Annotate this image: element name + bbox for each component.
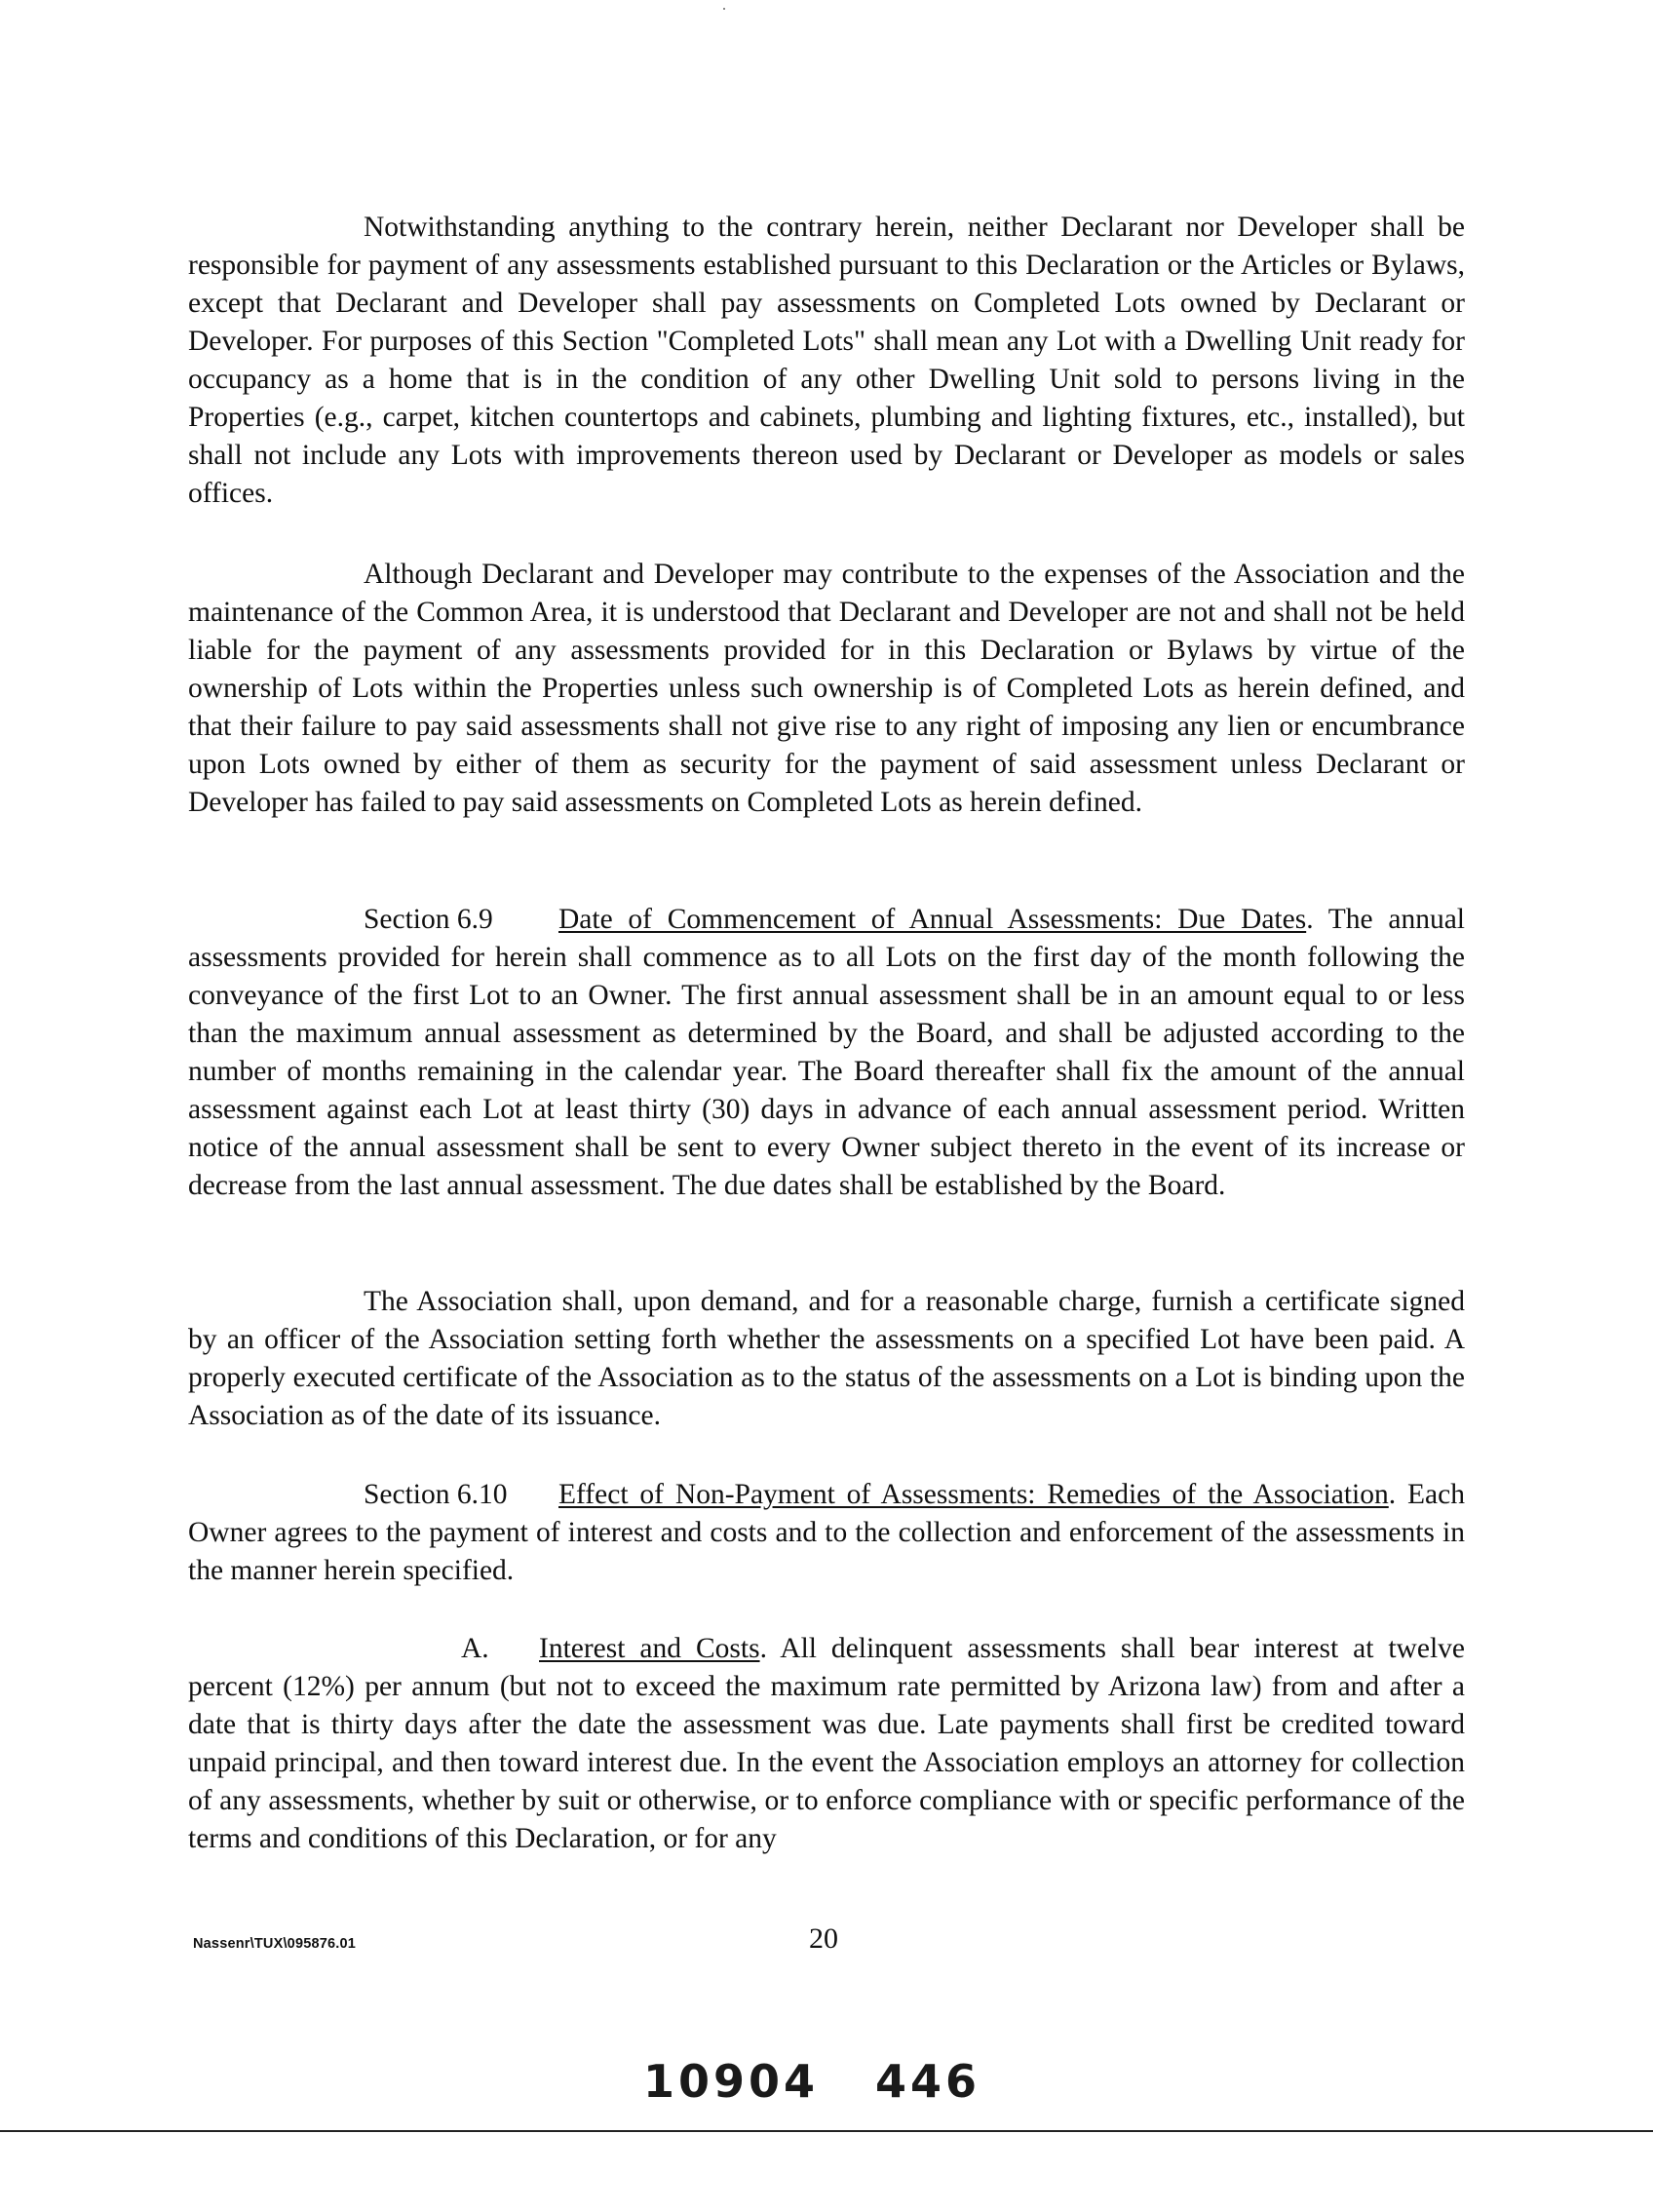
section-body: . The annual assessments provided for herein shall commence as to all Lots on the first day of the month following the conveyance of the first Lot to an Owner. The first annual assessment shall be in an amount equal to or less than the maximum annual assessment as determined by the Board, and shall be adjusted according to the number of months remaining in the calendar year. The Board thereafter shall fix the amount of the annual assessment against each Lot at least thirty (30) days in advance of each annual assessment period. Written notice of the annual assessment shall be sent to every Owner subject thereto in the event of its increase or decrease from the last annual assessment. The due dates shall be established by the Board. [188,904,1465,1201]
section-6-9 [188,901,1465,1205]
item-letter: A. [461,1633,489,1664]
paragraph-liability: Although Declarant and Developer may contribute to the expenses of the Association and the maintenance of the Common Area, it is understood that Declarant and Developer are not and shall not be held liable for the payment of any assessments provided for in this Declaration or Bylaws by virtue of the ownership of Lots within the Properties unless such ownership is of Completed Lots as herein defined, and that their failure to pay said assessments shall not give rise to any right of imposing any lien or encumbrance upon Lots owned by either of them as security for the payment of said assessment unless Declarant or Developer has failed to pay said assessments on Completed Lots as herein defined. [188,559,1465,818]
recording-page-number: 446 [875,2055,981,2108]
section-body: . Each Owner agrees to the payment of interest and costs and to the collection and enforcement of the assessments in the manner herein specified. [188,1479,1465,1586]
scan-speck [723,8,725,10]
paragraph-declarant-assessments: Notwithstanding anything to the contrary herein, neither Declarant nor Developer shall be responsible for payment of any assessments established pursuant to this Declaration or the Articles or Bylaws, except that Declarant and Developer shall pay assessments on Completed Lots owned by Declarant or Developer. For purposes of this Section "Completed Lots" shall mean any Lot with a Dwelling Unit ready for occupancy as a home that is in the condition of any other Dwelling Unit sold to persons living in the Properties (e.g., carpet, kitchen countertops and cabinets, plumbing and lighting fixtures, etc., installed), but shall not include any Lots with improvements thereon used by Declarant or Developer as models or sales offices. [188,212,1465,509]
section-number: Section 6.9 [364,904,493,935]
section-6-10 [188,1476,1465,1590]
section-title: Effect of Non-Payment of Assessments: Remedies of the Association [558,1479,1389,1510]
item-title: Interest and Costs [539,1633,760,1664]
footer-file-code: Nassenr\TUX\095876.01 [193,1936,357,1952]
item-a-interest-costs [188,1630,1465,1858]
bottom-rule [0,2130,1653,2132]
section-title: Date of Commencement of Annual Assessments: Due Dates [558,904,1307,935]
section-number: Section 6.10 [364,1479,508,1510]
recording-book-number: 10904 [643,2055,820,2108]
item-body: . All delinquent assessments shall bear interest at twelve percent (12%) per annum (but not to exceed the maximum rate permitted by Arizona law) from and after a date that is thirty days after the date the assessment was due. Late payments shall first be credited toward unpaid principal, and then toward interest due. In the event the Association employs an attorney for collection of any assessments, whether by suit or otherwise, or to enforce compliance with or specific performance of the terms and conditions of this Declaration, or for any [188,1633,1465,1854]
page-number: 20 [809,1922,838,1955]
paragraph-certificate: The Association shall, upon demand, and for a reasonable charge, furnish a certificate signed by an officer of the Association setting forth whether the assessments on a specified Lot have been paid. A properly executed certificate of the Association as to the status of the assessments on a Lot is binding upon the Association as of the date of its issuance. [188,1286,1465,1431]
